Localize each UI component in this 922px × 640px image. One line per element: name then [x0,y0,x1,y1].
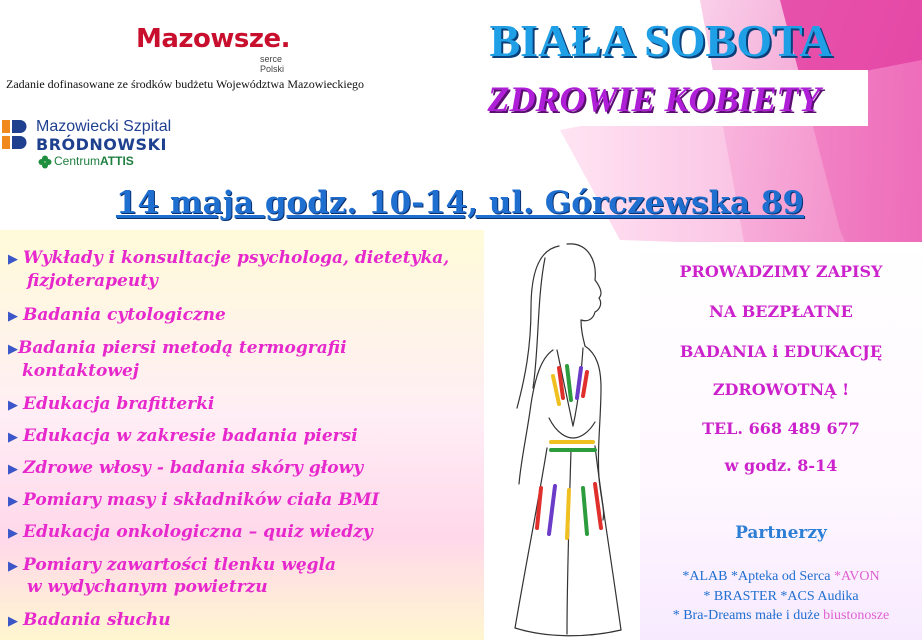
service-item-text: Edukacja onkologiczna – quiz wiedzy [23,522,373,542]
bullet-triangle-icon: ▶ [8,309,18,324]
partners-text: *ALAB *Apteka od Serca [682,569,834,584]
info-phone: TEL. 668 489 677 [702,419,860,438]
service-item-text: Badania piersi metodą termografii [18,338,347,358]
info-line: PROWADZIMY ZAPISY [679,262,883,281]
hospital-logo-line3 [54,154,134,168]
service-item [8,521,373,545]
service-item-continuation: fizjoterapeuty [27,271,158,291]
bullet-triangle-icon: ▶ [8,614,18,629]
partners-line [640,569,922,585]
service-item-continuation: kontaktowej [22,361,139,381]
mazowsze-logo-tagline: serce Polski [260,54,285,74]
partners-text: * Bra-Dreams małe i duże [672,608,824,623]
bullet-triangle-icon: ▶ [8,252,18,267]
service-item-text: Edukacja w zakresie badania piersi [23,426,358,446]
attis-bold: ATTIS [100,154,134,168]
service-item [8,425,358,449]
service-item [8,457,363,481]
service-item-text: Badania cytologiczne [23,305,226,325]
service-item [8,304,226,328]
info-hours: w godz. 8-14 [724,456,838,475]
bullet-triangle-icon: ▶ [8,342,18,357]
service-item-text: Zdrowe włosy - badania skóry głowy [23,458,364,478]
bullet-triangle-icon: ▶ [8,526,18,541]
funding-note: Zadanie dofinasowane ze środków budżetu Województwa Mazowieckiego [6,77,365,91]
service-item-text: Wykłady i konsultacje psychologa, dietetyka, [23,248,450,268]
info-line: BADANIA i EDUKACJĘ [679,342,883,361]
service-item [8,554,336,578]
service-item-text: Pomiary masy i składników ciała BMI [23,490,380,510]
mazowsze-logo [114,24,294,74]
partners-text-highlight: *AVON [834,569,880,584]
attis-clover-icon [38,155,52,169]
service-item [8,393,214,417]
partners-line: * BRASTER *ACS Audika [703,589,859,604]
hospital-logo-mark-icon [2,120,32,152]
bullet-triangle-icon: ▶ [8,462,18,477]
partners-text-highlight: biustonosze [823,608,890,623]
mazowsze-logo-word: Mazowsze. [136,24,291,54]
hospital-logo [2,118,172,174]
partners-line [640,608,922,624]
service-item [8,609,171,633]
attis-prefix: Centrum [54,154,101,168]
bullet-triangle-icon: ▶ [8,559,18,574]
service-item-text: Badania słuchu [23,610,171,630]
event-subtitle: ZDROWIE KOBIETY [487,79,821,119]
bullet-triangle-icon: ▶ [8,430,18,445]
bullet-triangle-icon: ▶ [8,398,18,413]
service-item-continuation: w wydychanym powietrzu [27,577,268,597]
woman-dress-illustration [497,238,637,640]
service-item-text: Edukacja brafitterki [23,394,215,414]
info-line: ZDROWOTNĄ ! [712,380,850,399]
event-date-location: 14 maja godz. 10-14, ul. Górczewska 89 [115,185,805,221]
partners-heading: Partnerzy [735,523,827,543]
service-item-text: Pomiary zawartości tlenku węgla [23,555,336,575]
hospital-logo-line2: BRÓDNOWSKI [36,135,167,154]
service-item [8,337,347,361]
service-item [8,489,379,513]
bullet-triangle-icon: ▶ [8,494,18,509]
info-line: NA BEZPŁATNE [709,302,853,321]
service-item [8,247,449,271]
event-title: BIAŁA SOBOTA [489,15,833,66]
hospital-logo-line1: Mazowiecki Szpital [36,118,172,135]
